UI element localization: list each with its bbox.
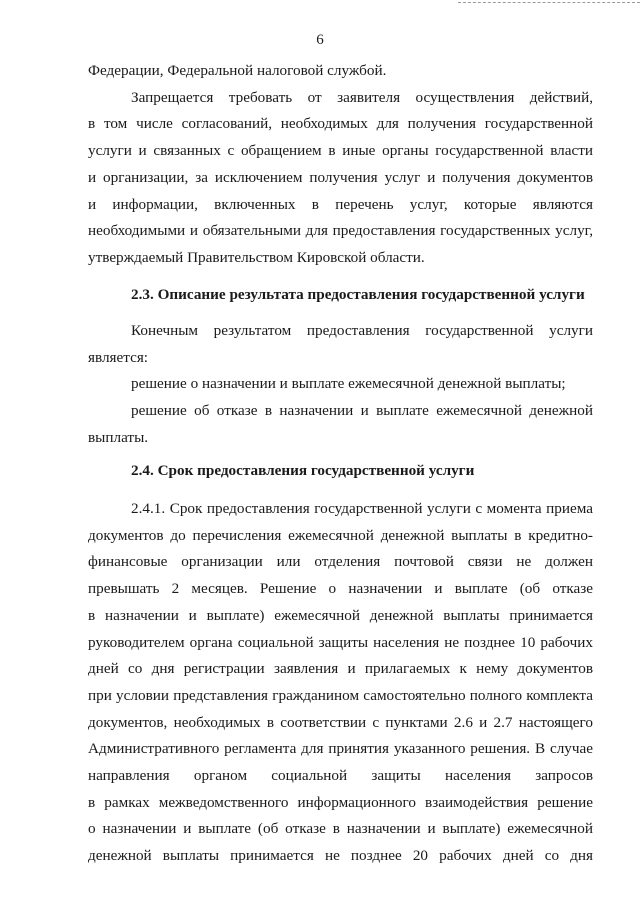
text-line: и организации, за исключением получения услуг и получения документов xyxy=(88,168,593,186)
text-line: услуги и связанных с обращением в иные органы государственной власти xyxy=(88,142,593,160)
text-line: Запрещается требовать от заявителя осуществления действий, xyxy=(131,88,593,106)
text-line: дней со дня регистрации заявления и прилагаемых к нему документов xyxy=(88,660,593,678)
text-line: Административного регламента для принятия указанного решения. В случае xyxy=(88,740,593,758)
text-line: в назначении и выплате) ежемесячной денежной выплаты принимается xyxy=(88,606,593,624)
section-heading-2-3: 2.3. Описание результата предоставления государственной услуги xyxy=(131,286,585,303)
text-line: в рамках межведомственного информационного взаимодействия решение xyxy=(88,793,593,811)
text-line: решение о назначении и выплате ежемесячной денежной выплаты; xyxy=(131,375,566,393)
text-line: выплаты. xyxy=(88,428,149,446)
text-line: руководителем органа социальной защиты населения не позднее 10 рабочих xyxy=(88,633,593,651)
text-line: является: xyxy=(88,348,149,366)
top-edge-rule xyxy=(458,2,640,3)
paragraph-block-3 xyxy=(88,496,593,870)
text-line: документов, необходимых в соответствии с пунктами 2.6 и 2.7 настоящего xyxy=(88,713,593,731)
text-line: денежной выплаты принимается не позднее 20 рабочих дней со дня xyxy=(88,847,593,865)
text-line: 2.4.1. Срок предоставления государственной услуги с момента приема xyxy=(131,500,593,517)
section-heading-2-4: 2.4. Срок предоставления государственной услуги xyxy=(131,462,475,479)
text-line: и информации, включенных в перечень услуг, которые являются xyxy=(88,195,593,213)
text-line: утверждаемый Правительством Кировской области. xyxy=(88,248,425,266)
text-line: при условии представления гражданином самостоятельно полного комплекта xyxy=(88,686,593,704)
text-line: направления органом социальной защиты населения запросов xyxy=(88,767,593,785)
text-line: документов до перечисления ежемесячной денежной выплаты в кредитно- xyxy=(88,526,593,544)
text-line: превышать 2 месяцев. Решение о назначении и выплате (об отказе xyxy=(88,580,593,598)
text-line: решение об отказе в назначении и выплате ежемесячной денежной xyxy=(131,402,593,420)
text-line: Федерации, Федеральной налоговой службой. xyxy=(88,62,387,79)
page-number: 6 xyxy=(316,32,324,48)
text-line: финансовые организации или отделения почтовой связи не должен xyxy=(88,553,593,571)
text-line: в том числе согласований, необходимых для получения государственной xyxy=(88,115,593,133)
text-line: о назначении и выплате (об отказе в назначении и выплате) ежемесячной xyxy=(88,820,593,838)
text-line: необходимыми и обязательными для предоставления государственных услуг, xyxy=(88,222,593,240)
paragraph-block-1 xyxy=(88,58,593,272)
paragraph-block-2 xyxy=(88,318,593,452)
text-line: Конечным результатом предоставления государственной услуги xyxy=(131,322,593,339)
